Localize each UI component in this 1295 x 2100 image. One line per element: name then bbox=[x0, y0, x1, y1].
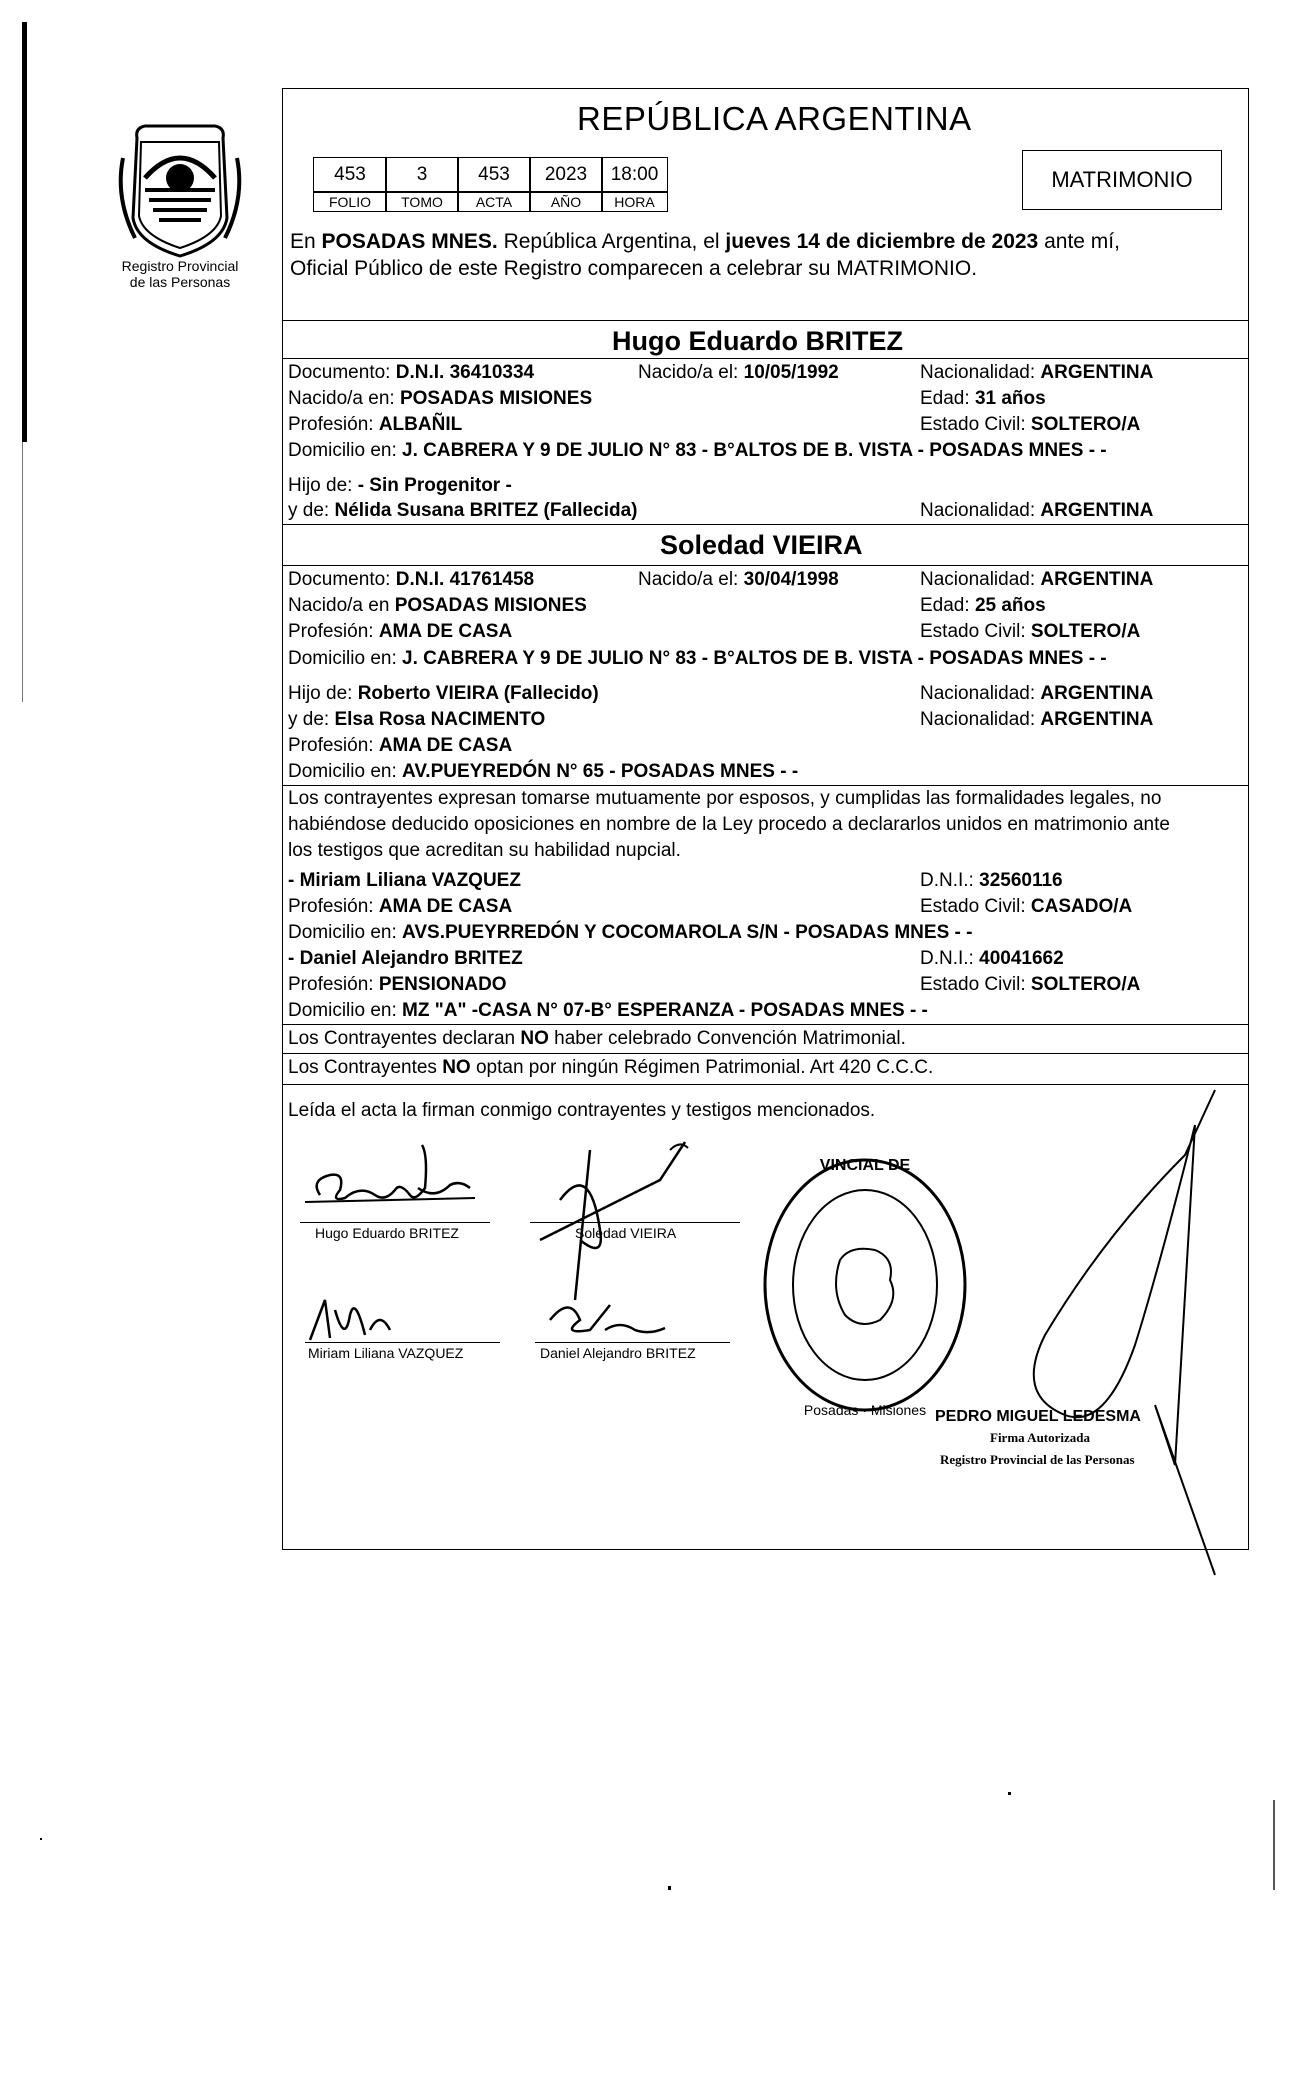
divider bbox=[282, 1053, 1249, 1054]
witness2-name: - Daniel Alejandro BRITEZ bbox=[288, 948, 523, 969]
groom-birthdate: Nacido/a el: 10/05/1992 bbox=[638, 362, 839, 383]
scan-dot bbox=[40, 1838, 42, 1840]
bride-marital-status: Estado Civil: SOLTERO/A bbox=[920, 621, 1141, 642]
record-type: MATRIMONIO bbox=[1051, 167, 1193, 192]
scan-dot bbox=[1008, 1792, 1011, 1795]
folio-label: FOLIO bbox=[313, 192, 387, 212]
bride-signature-caption: Soledad VIEIRA bbox=[575, 1225, 677, 1241]
groom-signature-caption: Hugo Eduardo BRITEZ bbox=[315, 1225, 459, 1241]
anio-label: AÑO bbox=[529, 192, 603, 212]
witness2-profession: Profesión: PENSIONADO bbox=[288, 974, 507, 995]
folio-value: 453 bbox=[313, 157, 387, 192]
declaration-line-2: habiéndose deducido oposiciones en nombre de la Ley procedo a declararlos unidos en matrimonio ante bbox=[288, 814, 1170, 835]
groom-profession: Profesión: ALBAÑIL bbox=[288, 414, 463, 435]
bride-name: Soledad VIEIRA bbox=[660, 530, 863, 560]
bride-address: Domicilio en: J. CABRERA Y 9 DE JULIO N° 83 - B°ALTOS DE B. VISTA - POSADAS MNES - - bbox=[288, 648, 1107, 669]
page-title: REPÚBLICA ARGENTINA bbox=[577, 100, 972, 137]
witness1-name: - Miriam Liliana VAZQUEZ bbox=[288, 870, 521, 891]
groom-signature bbox=[300, 1140, 500, 1235]
signature-line bbox=[530, 1222, 740, 1223]
hora-label: HORA bbox=[601, 192, 668, 212]
groom-mother-nationality: Nacionalidad: ARGENTINA bbox=[920, 500, 1154, 521]
bride-father-nationality: Nacionalidad: ARGENTINA bbox=[920, 683, 1154, 704]
witness1-dni: D.N.I.: 32560116 bbox=[920, 870, 1063, 891]
witness1-address: Domicilio en: AVS.PUEYRREDÓN Y COCOMAROLA S/N - POSADAS MNES - - bbox=[288, 922, 973, 943]
bride-nationality: Nacionalidad: ARGENTINA bbox=[920, 569, 1154, 590]
acta-label: ACTA bbox=[457, 192, 531, 212]
margin-line-right bbox=[1273, 1800, 1275, 1890]
convention-note: Los Contrayentes declaran NO haber celebrado Convención Matrimonial. bbox=[288, 1028, 906, 1049]
official-signature bbox=[985, 1085, 1225, 1590]
groom-nationality: Nacionalidad: ARGENTINA bbox=[920, 362, 1154, 383]
svg-text:Posadas · Misiones: Posadas · Misiones bbox=[803, 1402, 927, 1418]
tomo-label: TOMO bbox=[385, 192, 459, 212]
groom-father: Hijo de: - Sin Progenitor - bbox=[288, 475, 512, 496]
closing-statement: Leída el acta la firman conmigo contrayentes y testigos mencionados. bbox=[288, 1100, 876, 1121]
witness2-address: Domicilio en: MZ "A" -CASA N° 07-B° ESPERANZA - POSADAS MNES - - bbox=[288, 1000, 928, 1021]
divider bbox=[282, 524, 1249, 525]
divider bbox=[282, 785, 1249, 786]
scan-dot bbox=[668, 1886, 671, 1890]
divider bbox=[282, 358, 1249, 359]
signature-line bbox=[535, 1342, 730, 1343]
provincial-logo bbox=[115, 118, 245, 258]
margin-line bbox=[22, 22, 27, 442]
groom-documento: Documento: D.N.I. 36410334 bbox=[288, 362, 535, 383]
official-title: Firma Autorizada bbox=[990, 1430, 1091, 1445]
groom-birthplace: Nacido/a en: POSADAS MISIONES bbox=[288, 388, 593, 409]
bride-birthdate: Nacido/a el: 30/04/1998 bbox=[638, 569, 839, 590]
bride-documento: Documento: D.N.I. 41761458 bbox=[288, 569, 535, 590]
bride-age: Edad: 25 años bbox=[920, 595, 1046, 616]
divider bbox=[282, 1024, 1249, 1025]
groom-age: Edad: 31 años bbox=[920, 388, 1046, 409]
intro-line-1: En POSADAS MNES. República Argentina, el jueves 14 de diciembre de 2023 ante mí, bbox=[290, 230, 1120, 253]
bride-mother-nationality: Nacionalidad: ARGENTINA bbox=[920, 709, 1154, 730]
witness2-dni: D.N.I.: 40041662 bbox=[920, 948, 1064, 969]
regime-note: Los Contrayentes NO optan por ningún Régimen Patrimonial. Art 420 C.C.C. bbox=[288, 1057, 934, 1078]
witness1-signature-caption: Miriam Liliana VAZQUEZ bbox=[308, 1345, 464, 1361]
official-office: Registro Provincial de las Personas bbox=[940, 1452, 1135, 1467]
signature-line bbox=[305, 1342, 500, 1343]
acta-value: 453 bbox=[457, 157, 531, 192]
divider bbox=[282, 320, 1249, 321]
hora-value: 18:00 bbox=[601, 157, 668, 192]
bride-mother-profession: Profesión: AMA DE CASA bbox=[288, 735, 513, 756]
official-stamp bbox=[755, 1150, 975, 1435]
bride-mother-address: Domicilio en: AV.PUEYREDÓN N° 65 - POSADAS MNES - - bbox=[288, 761, 799, 782]
divider bbox=[282, 565, 1249, 566]
margin-line-faint bbox=[22, 442, 23, 702]
witness2-marital-status: Estado Civil: SOLTERO/A bbox=[920, 974, 1141, 995]
witness1-profession: Profesión: AMA DE CASA bbox=[288, 896, 513, 917]
groom-marital-status: Estado Civil: SOLTERO/A bbox=[920, 414, 1141, 435]
declaration-line-1: Los contrayentes expresan tomarse mutuamente por esposos, y cumplidas las formalidades legales, no bbox=[288, 788, 1162, 809]
bride-mother: y de: Elsa Rosa NACIMENTO bbox=[288, 709, 546, 730]
logo-caption: Registro Provincial de las Personas bbox=[121, 258, 239, 290]
bride-profession: Profesión: AMA DE CASA bbox=[288, 621, 513, 642]
tomo-value: 3 bbox=[385, 157, 459, 192]
signature-line bbox=[300, 1222, 490, 1223]
groom-mother: y de: Nélida Susana BRITEZ (Fallecida) bbox=[288, 500, 638, 521]
witness1-marital-status: Estado Civil: CASADO/A bbox=[920, 896, 1133, 917]
groom-address: Domicilio en: J. CABRERA Y 9 DE JULIO N° 83 - B°ALTOS DE B. VISTA - POSADAS MNES - - bbox=[288, 440, 1107, 461]
groom-name: Hugo Eduardo BRITEZ bbox=[612, 326, 903, 356]
witness2-signature-caption: Daniel Alejandro BRITEZ bbox=[540, 1345, 696, 1361]
bride-father: Hijo de: Roberto VIEIRA (Fallecido) bbox=[288, 683, 599, 704]
bride-birthplace: Nacido/a en POSADAS MISIONES bbox=[288, 595, 587, 616]
intro-line-2: Oficial Público de este Registro comparecen a celebrar su MATRIMONIO. bbox=[290, 257, 978, 280]
anio-value: 2023 bbox=[529, 157, 603, 192]
official-name: PEDRO MIGUEL LEDESMA bbox=[935, 1408, 1141, 1425]
record-type-box bbox=[1022, 150, 1222, 210]
declaration-line-3: los testigos que acreditan su habilidad nupcial. bbox=[288, 840, 681, 861]
svg-text:VINCIAL DE: VINCIAL DE bbox=[819, 1157, 911, 1174]
